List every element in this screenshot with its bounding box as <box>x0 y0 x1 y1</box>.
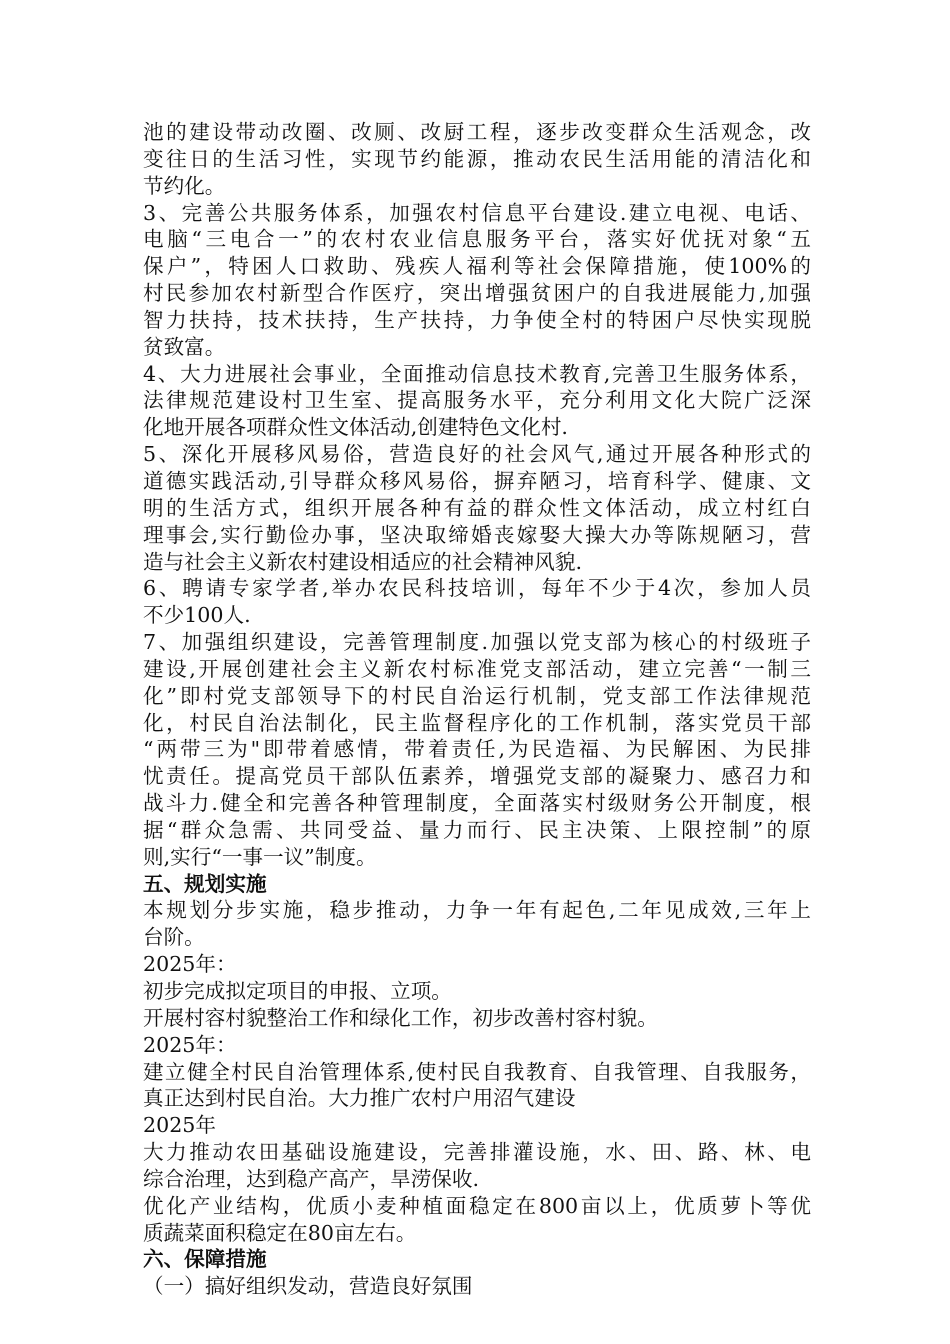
text-line: 贫致富。 <box>143 334 226 359</box>
text-line: “两带三为"即带着感情，带着责任,为民造福、为民解困、为民排 <box>143 737 811 762</box>
section-heading: 五、规划实施 <box>143 871 267 896</box>
text-line: 忧责任。提高党员干部队伍素养，增强党支部的凝聚力、感召力和 <box>143 764 811 789</box>
text-line: 建立健全村民自治管理体系,使村民自我教育、自我管理、自我服务， <box>143 1059 811 1084</box>
text-line: 台阶。 <box>143 925 205 950</box>
text-line: 节约化。 <box>143 173 226 198</box>
text-line: 池的建设带动改圈、改厕、改厨工程，逐步改变群众生活观念，改 <box>143 120 811 144</box>
text-line: 战斗力.健全和完善各种管理制度，全面落实村级财务公开制度，根 <box>143 791 811 816</box>
text-line: 化地开展各项群众性文体活动,创建特色文化村. <box>143 415 568 440</box>
text-line: 大力推动农田基础设施建设，完善排灌设施，水、田、路、林、电 <box>143 1140 811 1165</box>
text-line: 质蔬菜面积稳定在80亩左右。 <box>143 1220 417 1245</box>
text-line: 造与社会主义新农村建设相适应的社会精神风貌. <box>143 549 583 574</box>
text-line: 真正达到村民自治。大力推广农村户用沼气建设 <box>143 1086 576 1111</box>
text-line: 2025年： <box>143 952 237 977</box>
text-line: 3、完善公共服务体系，加强农村信息平台建设.建立电视、电话、 <box>143 200 811 225</box>
text-line: 化，村民自治法制化，民主监督程序化的工作机制，落实党员干部 <box>143 710 811 735</box>
document-page <box>143 119 811 1300</box>
text-line: 化”即村党支部领导下的村民自治运行机制，党支部工作法律规范 <box>143 683 811 708</box>
text-line: 不少100人. <box>143 603 251 628</box>
text-line: 法律规范建设村卫生室、提高服务水平，充分利用文化大院广泛深 <box>143 388 811 413</box>
text-line: 综合治理，达到稳产高产，旱涝保收. <box>143 1166 480 1191</box>
text-line: 5、深化开展移风易俗，营造良好的社会风气,通过开展各种形式的 <box>143 442 811 467</box>
text-line: 变往日的生活习性，实现节约能源，推动农民生活用能的清洁化和 <box>143 146 811 171</box>
text-line: （一）搞好组织发动，营造良好氛围 <box>143 1274 473 1299</box>
text-line: 4、大力进展社会事业，全面推动信息技术教育,完善卫生服务体系， <box>143 361 811 386</box>
text-line: 7、加强组织建设，完善管理制度.加强以党支部为核心的村级班子 <box>143 630 811 655</box>
text-line: 理事会,实行勤俭办事，坚决取缔婚丧嫁娶大操大办等陈规陋习，营 <box>143 522 811 547</box>
text-line: 6、聘请专家学者,举办农民科技培训，每年不少于4次，参加人员 <box>143 576 811 601</box>
section-heading: 六、保障措施 <box>143 1247 267 1272</box>
text-line: 优化产业结构，优质小麦种植面稳定在800亩以上，优质萝卜等优 <box>143 1193 811 1218</box>
text-line: 2025年： <box>143 1032 237 1057</box>
text-line: 电脑“三电合一”的农村农业信息服务平台，落实好优抚对象“五 <box>143 227 811 252</box>
text-line: 建设,开展创建社会主义新农村标准党支部活动，建立完善“一制三 <box>143 656 811 681</box>
text-line: 2025年 <box>143 1113 217 1138</box>
text-line: 开展村容村貌整治工作和绿化工作，初步改善村容村貌。 <box>143 1005 658 1030</box>
text-line: 智力扶持，技术扶持，生产扶持，力争使全村的特困户尽快实现脱 <box>143 307 811 332</box>
text-line: 据“群众急需、共同受益、量力而行、民主决策、上限控制”的原 <box>143 817 811 842</box>
text-line: 道德实践活动,引导群众移风易俗，摒弃陋习，培育科学、健康、文 <box>143 468 811 493</box>
text-line: 明的生活方式，组织开展各种有益的群众性文体活动，成立村红白 <box>143 495 811 520</box>
text-line: 村民参加农村新型合作医疗，突出增强贫困户的自我进展能力,加强 <box>143 281 811 306</box>
text-line: 初步完成拟定项目的申报、立项。 <box>143 979 452 1003</box>
text-line: 本规划分步实施，稳步推动，力争一年有起色,二年见成效,三年上 <box>143 898 811 923</box>
text-line: 保户”，特困人口救助、残疾人福利等社会保障措施，使100%的 <box>143 254 811 279</box>
text-line: 则,实行“一事一议”制度。 <box>143 844 377 869</box>
